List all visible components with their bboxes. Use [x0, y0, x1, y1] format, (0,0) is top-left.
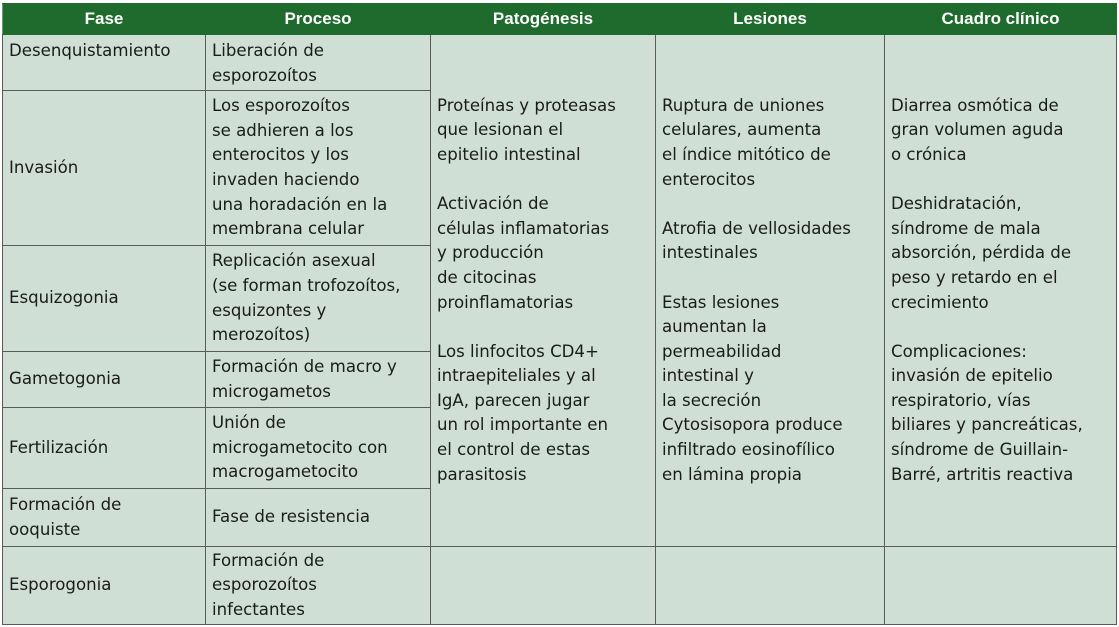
patogenesis-text: Proteínas y proteasas que lesionan el epitelio intestinal Activación de células inflamatorias y producción de citocinas proinflamatorias Los linfocitos CD4+ intraepiteliales y al IgA, parecen jugar un rol importante en el control de estas parasitosis: [437, 95, 616, 484]
header-cuadro-clinico: Cuadro clínico: [885, 4, 1117, 35]
header-proceso: Proceso: [206, 4, 431, 35]
empty-cell: [885, 547, 1117, 625]
fase-cell: Desenquistamiento: [3, 35, 206, 91]
fase-cell: Fertilización: [3, 408, 206, 489]
empty-cell: [431, 547, 656, 625]
header-fase: Fase: [3, 4, 206, 35]
fase-cell: Formación de ooquiste: [3, 489, 206, 547]
table-row: [3, 547, 1117, 625]
proceso-cell: Fase de resistencia: [206, 489, 431, 547]
fase-cell: Invasión: [3, 91, 206, 246]
cuadro-clinico-cell: [885, 35, 1117, 547]
cuadro-clinico-text: Diarrea osmótica de gran volumen aguda o crónica Deshidratación, síndrome de mala absorción, pérdida de peso y retardo en el crecimiento Complicaciones: invasión de epitelio respiratorio, vías biliares y pancreáticas, síndrome de Guillain- Barré, artritis reactiva: [891, 95, 1083, 484]
proceso-cell: Formación de macro y microgametos: [206, 352, 431, 408]
fase-cell: Gametogonia: [3, 352, 206, 408]
proceso-cell: Unión de microgametocito con macrogametocito: [206, 408, 431, 489]
lesiones-text: Ruptura de uniones celulares, aumenta el índice mitótico de enterocitos Atrofia de vellosidades intestinales Estas lesiones aumentan la permeabilidad intestinal y la secreción Cytosisopora produce infiltrado eosinofílico en lámina propia: [662, 95, 851, 484]
fase-cell: Esporogonia: [3, 547, 206, 625]
proceso-cell: Liberación de esporozoítos: [206, 35, 431, 91]
header-patogenesis: Patogénesis: [431, 4, 656, 35]
fase-cell: Esquizogonia: [3, 246, 206, 352]
table-row: [3, 35, 1117, 91]
patogenesis-cell: [431, 35, 656, 547]
proceso-cell: Replicación asexual (se forman trofozoítos, esquizontes y merozoítos): [206, 246, 431, 352]
header-lesiones: Lesiones: [656, 4, 885, 35]
parasite-lifecycle-table: [2, 3, 1117, 625]
proceso-cell: Los esporozoítos se adhieren a los enterocitos y los invaden haciendo una horadación en la membrana celular: [206, 91, 431, 246]
proceso-cell: Formación de esporozoítos infectantes: [206, 547, 431, 625]
empty-cell: [656, 547, 885, 625]
lesiones-cell: [656, 35, 885, 547]
header-row: [3, 4, 1117, 35]
